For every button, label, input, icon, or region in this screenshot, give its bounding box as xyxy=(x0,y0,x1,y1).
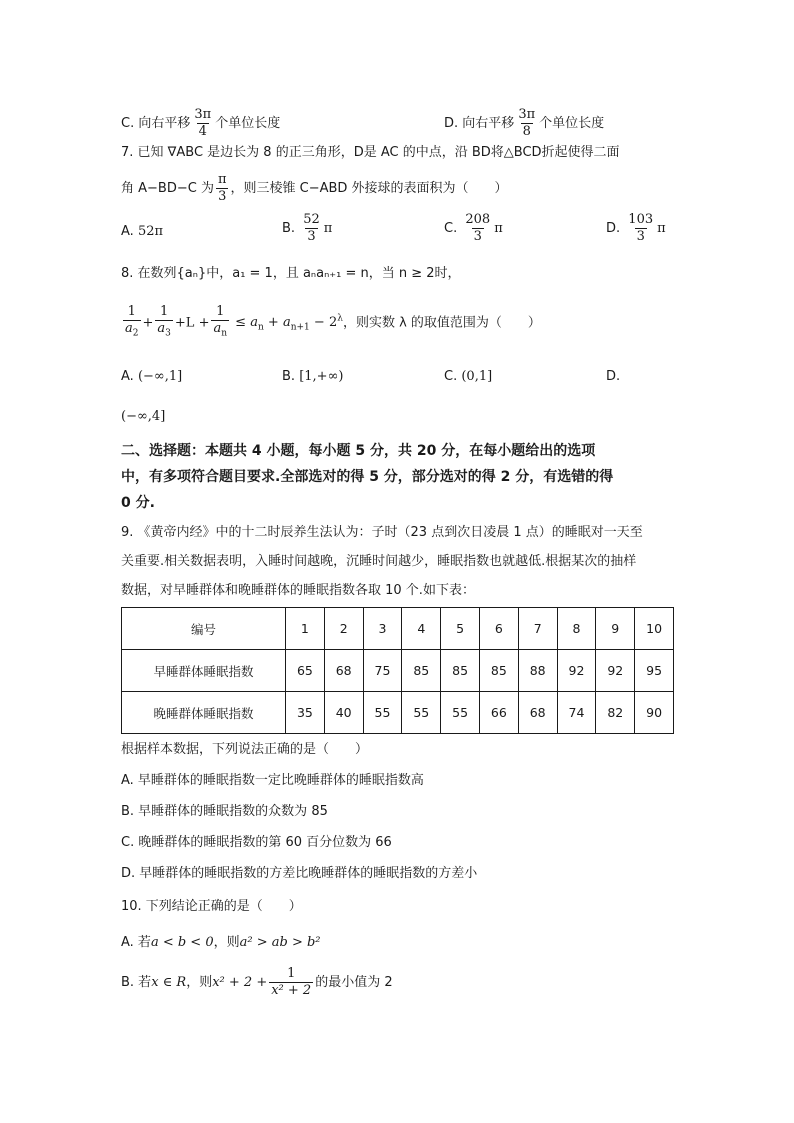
q6-option-c-suffix: 个单位长度 xyxy=(215,116,281,131)
table-cell: 85 xyxy=(441,650,480,692)
table-cell: 1 xyxy=(286,608,325,650)
q6-d-num: 3π xyxy=(518,107,536,122)
q8-option-c[interactable] xyxy=(444,367,492,387)
q7-angle-num: π xyxy=(217,172,227,187)
q7-b-label: B. xyxy=(282,221,296,236)
section2-line2: 中，有多项符合题目要求.全部选对的得 5 分，部分选对的得 2 分，有选错的得 xyxy=(121,469,614,485)
q9-option-a[interactable]: A. 早睡群体的睡眠指数一定比晚睡群体的睡眠指数高 xyxy=(121,773,424,788)
q9-option-b[interactable]: B. 早睡群体的睡眠指数的众数为 85 xyxy=(121,804,328,819)
table-cell: 75 xyxy=(363,650,402,692)
q6-option-c[interactable] xyxy=(121,107,280,140)
q8-option-d-value[interactable]: (−∞,4] xyxy=(121,409,166,424)
q9-after-table: 根据样本数据，下列说法正确的是（ ） xyxy=(121,742,369,757)
q10-b-mid: ，则 xyxy=(186,975,213,990)
table-cell: 66 xyxy=(479,692,518,734)
table-cell: 35 xyxy=(286,692,325,734)
q7-stem-line1: 7. 已知 ∇ABC 是边长为 8 的正三角形，D是 AC 的中点，沿 BD将△BCD折起使得二面 xyxy=(121,145,620,160)
q6-c-num: 3π xyxy=(194,107,212,122)
q8-frac-1-an: $\frac{1}{a_n}$ xyxy=(211,304,229,342)
q8-a-value: (−∞,1] xyxy=(137,369,183,384)
table-cell: 5 xyxy=(441,608,480,650)
q8-option-a[interactable] xyxy=(121,367,182,387)
q8-line2-tail: ，则实数 λ 的取值范围为（ ） xyxy=(342,315,541,331)
section2-line3: 0 分. xyxy=(121,495,155,511)
table-cell: 68 xyxy=(324,650,363,692)
q7-b-tail: π xyxy=(323,221,333,236)
q10-b-den: x² + 2 xyxy=(271,983,312,998)
q10-option-b[interactable] xyxy=(121,966,393,999)
table-row-header xyxy=(122,608,674,650)
q7-option-d[interactable] xyxy=(606,212,666,245)
q8-stem-line2: $\frac{1}{a_2}$ + $\frac{1}{a_3}$ +L + $\frac{1}{a_n}$ ≤ $a_n + a_{n+1} - 2^\lambda$，则实数 λ 的取值范围为（ ） xyxy=(121,304,541,342)
q6-option-c-label: C. xyxy=(121,116,135,131)
q7-option-a[interactable] xyxy=(121,222,163,242)
table-cell: 4 xyxy=(402,608,441,650)
q7-a-label: A. xyxy=(121,224,134,239)
table-cell: 9 xyxy=(596,608,635,650)
table-cell: 10 xyxy=(635,608,674,650)
q8-c-label: C. xyxy=(444,369,458,384)
q7-d-fraction xyxy=(626,212,655,245)
table-cell: 编号 xyxy=(122,608,286,650)
q7-b-den: 3 xyxy=(307,229,316,244)
q8-stem-line1: 8. 在数列{aₙ}中，a₁ = 1，且 aₙaₙ₊₁ = n，当 n ≥ 2时， xyxy=(121,266,461,281)
q7-b-fraction xyxy=(301,212,322,245)
q10-b-cond: x ∈ R xyxy=(151,975,187,990)
table-cell: 68 xyxy=(518,692,557,734)
q8-frac-1-a3: $\frac{1}{a_3}$ xyxy=(155,304,173,342)
table-cell: 92 xyxy=(596,650,635,692)
q6-option-c-text: 向右平移 xyxy=(138,116,191,131)
table-cell: 8 xyxy=(557,608,596,650)
q7-d-label: D. xyxy=(606,221,621,236)
table-cell: 85 xyxy=(402,650,441,692)
q6-option-d-label: D. xyxy=(444,116,459,131)
q8-frac-1-a2: $\frac{1}{a_2}$ xyxy=(123,304,141,342)
section2-line1: 二、选择题：本题共 4 小题，每小题 5 分，共 20 分，在每小题给出的选项 xyxy=(121,443,596,459)
q6-d-den: 8 xyxy=(522,124,531,139)
q9-stem-line3: 数据，对早睡群体和晚睡群体的睡眠指数各取 10 个.如下表： xyxy=(121,583,475,598)
table-cell: 88 xyxy=(518,650,557,692)
q7-c-tail: π xyxy=(494,221,503,236)
q10-a-mid: ，则 xyxy=(213,935,240,950)
q7-d-tail: π xyxy=(657,221,666,236)
q6-option-d[interactable] xyxy=(444,107,604,140)
table-cell: 7 xyxy=(518,608,557,650)
q8-b-label: B. xyxy=(282,369,296,384)
table-cell: 55 xyxy=(402,692,441,734)
q8-b-value: [1,+∞) xyxy=(299,369,344,384)
q7-a-value: 52π xyxy=(137,224,164,239)
table-cell: 65 xyxy=(286,650,325,692)
q7-c-num: 208 xyxy=(465,212,491,227)
q7-d-den: 3 xyxy=(636,229,645,244)
q9-option-c[interactable]: C. 晚睡群体的睡眠指数的第 60 百分位数为 66 xyxy=(121,835,392,850)
table-row-early xyxy=(122,650,674,692)
table-cell: 85 xyxy=(479,650,518,692)
q10-option-a[interactable] xyxy=(121,933,321,953)
table-cell: 2 xyxy=(324,608,363,650)
q8-c-value: (0,1] xyxy=(461,369,493,384)
q8-option-b[interactable] xyxy=(282,367,343,387)
sleep-index-table xyxy=(121,607,674,734)
q7-c-label: C. xyxy=(444,221,458,236)
q10-b-suffix: 的最小值为 2 xyxy=(315,975,393,990)
table-row-late xyxy=(122,692,674,734)
q7-option-c[interactable] xyxy=(444,212,503,245)
table-cell: 3 xyxy=(363,608,402,650)
q10-a-result: a² > ab > b² xyxy=(239,935,321,950)
table-cell: 早睡群体睡眠指数 xyxy=(122,650,286,692)
q6-option-c-fraction xyxy=(192,107,213,140)
table-cell: 90 xyxy=(635,692,674,734)
q7-option-b[interactable] xyxy=(282,212,332,245)
q7-d-num: 103 xyxy=(628,212,654,227)
table-cell: 95 xyxy=(635,650,674,692)
q10-a-cond: a < b < 0 xyxy=(150,935,214,950)
q8-option-d-label[interactable]: D. xyxy=(606,369,621,384)
q6-option-d-fraction xyxy=(516,107,537,140)
table-cell: 74 xyxy=(557,692,596,734)
q7-c-den: 3 xyxy=(473,229,482,244)
q10-b-fraction xyxy=(269,966,313,999)
q7-c-fraction xyxy=(463,212,492,245)
table-cell: 82 xyxy=(596,692,635,734)
q10-b-prefix: B. 若 xyxy=(121,975,152,990)
table-cell: 55 xyxy=(363,692,402,734)
q7-line2-prefix: 角 A−BD−C 为 xyxy=(121,181,214,196)
q10-a-prefix: A. 若 xyxy=(121,935,151,950)
q7-stem-line2 xyxy=(121,172,508,205)
table-cell: 晚睡群体睡眠指数 xyxy=(122,692,286,734)
q10-b-expr: x² + 2 + xyxy=(212,975,268,990)
table-cell: 55 xyxy=(441,692,480,734)
q9-option-d[interactable]: D. 早睡群体的睡眠指数的方差比晚睡群体的睡眠指数的方差小 xyxy=(121,866,478,881)
q8-a-label: A. xyxy=(121,369,134,384)
q7-line2-suffix: ，则三棱锥 C−ABD 外接球的表面积为（ ） xyxy=(230,181,508,196)
q6-option-d-suffix: 个单位长度 xyxy=(539,116,605,131)
q7-angle-den: 3 xyxy=(218,189,227,204)
q9-stem-line2: 关重要.相关数据表明，入睡时间越晚，沉睡时间越少，睡眠指数也就越低.根据某次的抽样 xyxy=(121,554,637,569)
q7-b-num: 52 xyxy=(303,212,320,227)
q6-c-den: 4 xyxy=(198,124,207,139)
table-cell: 92 xyxy=(557,650,596,692)
q10-b-num: 1 xyxy=(287,966,296,981)
q9-stem-line1: 9. 《黄帝内经》中的十二时辰养生法认为：子时（23 点到次日凌晨 1 点）的睡眠对一天至 xyxy=(121,525,643,540)
q6-option-d-text: 向右平移 xyxy=(462,116,515,131)
q10-stem: 10. 下列结论正确的是（ ） xyxy=(121,899,302,914)
table-cell: 6 xyxy=(479,608,518,650)
q7-angle-fraction xyxy=(216,172,229,205)
table-cell: 40 xyxy=(324,692,363,734)
